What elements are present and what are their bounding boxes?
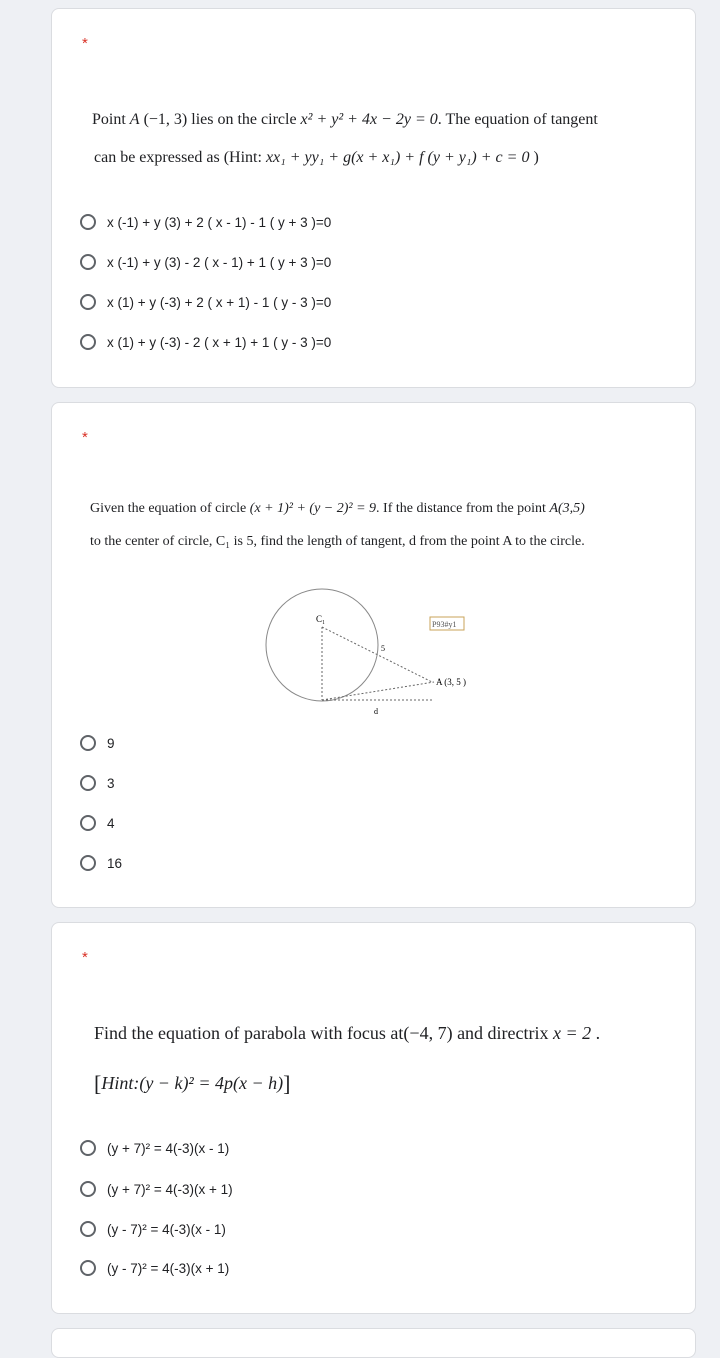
- option-label: x (-1) + y (3) + 2 ( x - 1) - 1 ( y + 3 )=0: [107, 214, 332, 230]
- question-3-stem-line-1: Find the equation of parabola with focus at(−4, 7) and directrix x = 2 .: [94, 1023, 601, 1043]
- question-2-stem-line-1: Given the equation of circle (x + 1)² + (y − 2)² = 9. If the distance from the point A(3,5): [90, 501, 585, 516]
- option-radio-q3-a[interactable]: [80, 1137, 229, 1159]
- point-a-label: A (3, 5 ): [436, 677, 466, 687]
- radio-circle-icon[interactable]: [80, 735, 96, 751]
- tangent-label: d: [374, 707, 378, 716]
- radio-circle-icon[interactable]: [80, 775, 96, 791]
- hypotenuse-label: 5: [381, 644, 385, 653]
- question-card-3: [51, 922, 696, 1314]
- option-radio-q3-c[interactable]: [80, 1218, 226, 1240]
- option-radio-q2-b[interactable]: [80, 772, 115, 794]
- tangent-diagram: [262, 587, 532, 717]
- option-radio-q1-d[interactable]: [80, 331, 331, 353]
- question-card-2: [51, 402, 696, 908]
- radio-circle-icon[interactable]: [80, 1181, 96, 1197]
- option-label: (y - 7)² = 4(-3)(x - 1): [107, 1221, 226, 1237]
- radio-circle-icon[interactable]: [80, 1221, 96, 1237]
- option-label: (y + 7)² = 4(-3)(x + 1): [107, 1181, 233, 1197]
- radio-circle-icon[interactable]: [80, 1140, 96, 1156]
- required-asterisk: *: [82, 429, 88, 446]
- option-label: 16: [107, 855, 123, 871]
- option-label: x (1) + y (-3) - 2 ( x + 1) + 1 ( y - 3 )=0: [107, 334, 332, 350]
- option-radio-q3-d[interactable]: [80, 1257, 229, 1279]
- question-3-hint: [Hint:(y − k)² = 4p(x − h)]: [94, 1071, 291, 1096]
- option-radio-q1-b[interactable]: [80, 251, 331, 273]
- required-asterisk: *: [82, 35, 88, 52]
- option-label: (y + 7)² = 4(-3)(x - 1): [107, 1140, 230, 1156]
- radio-circle-icon[interactable]: [80, 1260, 96, 1276]
- option-radio-q3-b[interactable]: [80, 1178, 233, 1200]
- question-2-stem-line-2: to the center of circle, C₁ is 5, find the length of tangent, d from the point A to the circle.: [90, 534, 585, 549]
- option-label: 9: [107, 735, 115, 751]
- option-radio-q2-d[interactable]: [80, 852, 122, 874]
- radio-circle-icon[interactable]: [80, 294, 96, 310]
- option-radio-q2-a[interactable]: [80, 732, 115, 754]
- radio-circle-icon[interactable]: [80, 855, 96, 871]
- question-1-stem-line-2: can be expressed as (Hint: xx₁ + yy₁ + g(x + x₁) + f (y + y₁) + c = 0 ): [94, 149, 539, 166]
- tangent-line: [322, 682, 434, 700]
- center-label: C₁: [316, 614, 326, 624]
- radio-circle-icon[interactable]: [80, 254, 96, 270]
- required-asterisk: *: [82, 949, 88, 966]
- option-radio-q2-c[interactable]: [80, 812, 115, 834]
- option-label: x (1) + y (-3) + 2 ( x + 1) - 1 ( y - 3 )=0: [107, 294, 332, 310]
- option-radio-q1-a[interactable]: [80, 211, 331, 233]
- option-label: (y - 7)² = 4(-3)(x + 1): [107, 1260, 230, 1276]
- radio-circle-icon[interactable]: [80, 334, 96, 350]
- question-1-stem-line-1: Point A (−1, 3) lies on the circle x² + y² + 4x − 2y = 0. The equation of tangent: [92, 111, 598, 128]
- question-card-1: [51, 8, 696, 388]
- question-card-4: [51, 1328, 696, 1358]
- option-label: x (-1) + y (3) - 2 ( x - 1) + 1 ( y + 3 )=0: [107, 254, 332, 270]
- option-label: 3: [107, 775, 115, 791]
- option-label: 4: [107, 815, 115, 831]
- radio-circle-icon[interactable]: [80, 815, 96, 831]
- option-radio-q1-c[interactable]: [80, 291, 331, 313]
- radio-circle-icon[interactable]: [80, 214, 96, 230]
- box-label: P93#y1: [432, 620, 457, 629]
